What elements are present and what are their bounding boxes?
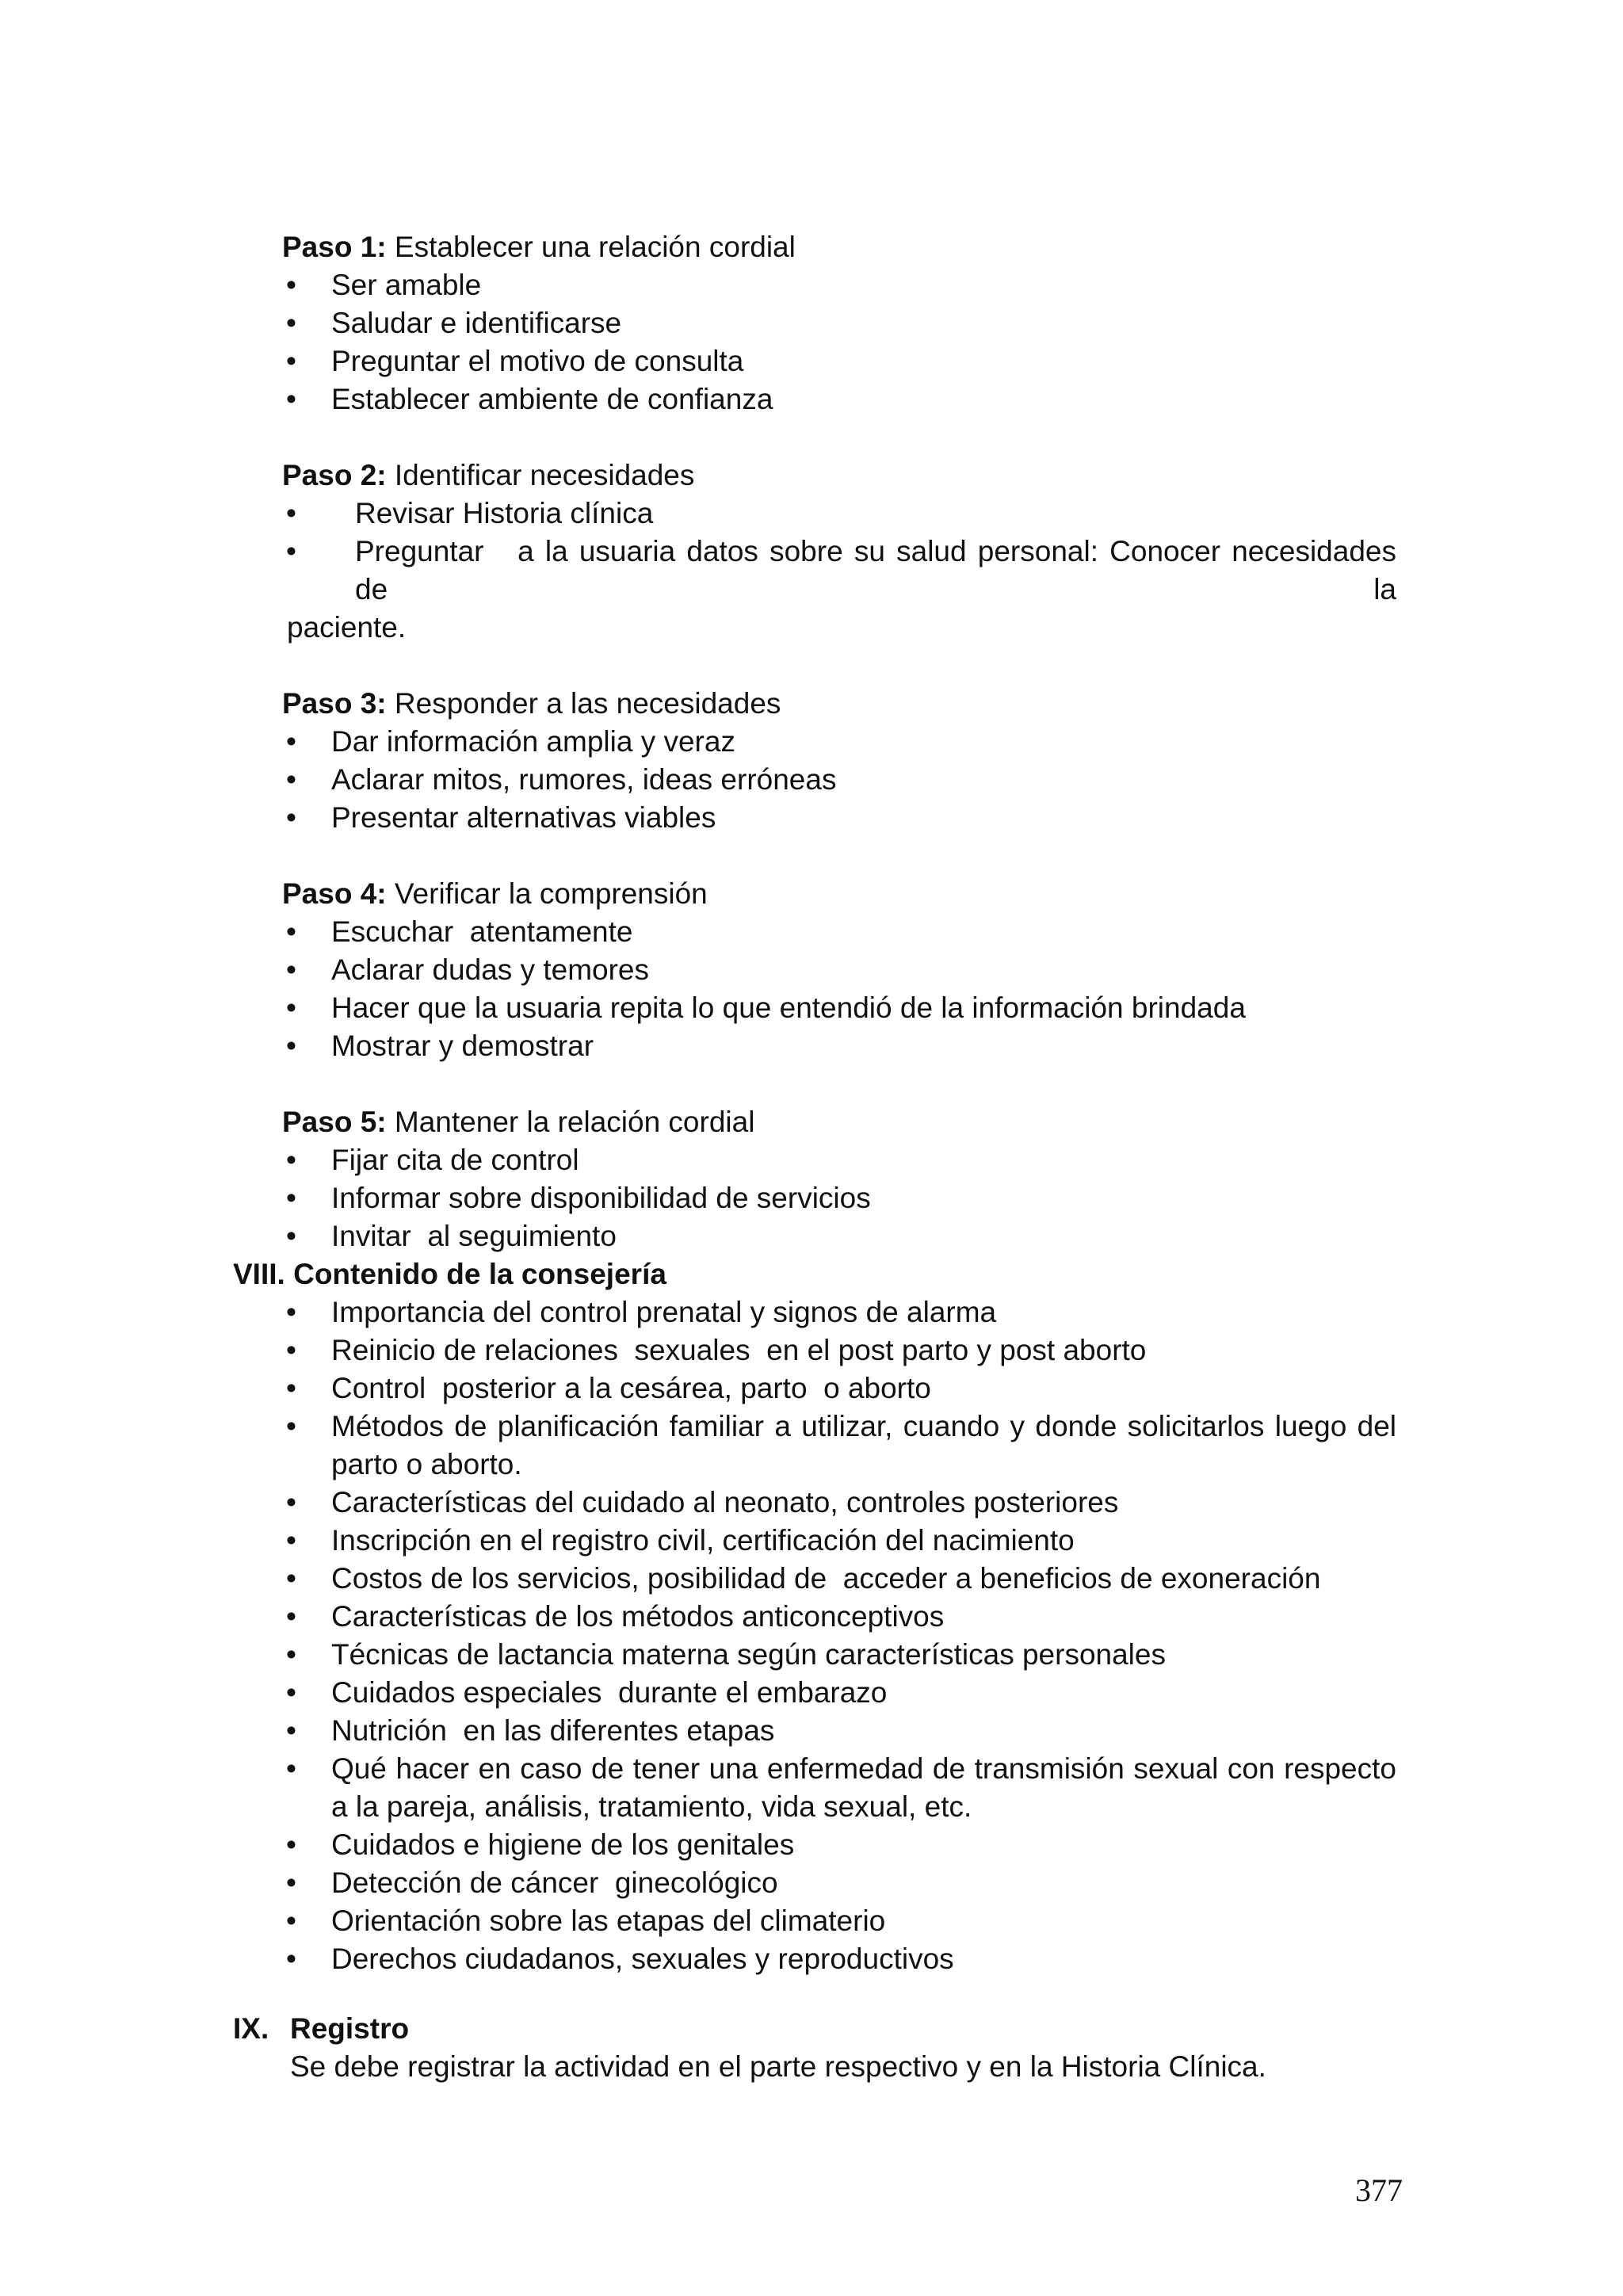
section-ix [233, 2010, 1396, 2086]
section-ix-text: Se debe registrar la actividad en el parte respectivo y en la Historia Clínica. [290, 2050, 1266, 2083]
step-5-label: Paso 5: [282, 1106, 387, 1138]
step-1-text: Establecer una relación cordial [394, 231, 796, 263]
step-1-list [282, 266, 1396, 418]
list-item: • Derechos ciudadanos, sexuales y reproductivos [282, 1940, 1396, 1978]
list-item: • Establecer ambiente de confianza [282, 380, 1396, 418]
list-item: • Importancia del control prenatal y signos de alarma [282, 1293, 1396, 1331]
list-item: • Ser amable [282, 266, 1396, 304]
step-3-label: Paso 3: [282, 687, 387, 720]
list-item: • Hacer que la usuaria repita lo que entendió de la información brindada [282, 989, 1396, 1027]
step-3-list [282, 723, 1396, 837]
step-2 [282, 457, 1405, 647]
list-item: • Cuidados especiales durante el embarazo [282, 1674, 1396, 1712]
list-item: • Invitar al seguimiento [282, 1217, 1396, 1255]
list-item: • Costos de los servicios, posibilidad de acceder a beneficios de exoneración [282, 1560, 1396, 1598]
step-1-label: Paso 1: [282, 231, 387, 263]
list-item: • Características de los métodos anticonceptivos [282, 1598, 1396, 1636]
section-viii-number: VIII. [233, 1258, 285, 1290]
list-item: • Orientación sobre las etapas del climaterio [282, 1902, 1396, 1940]
list-item: • Características del cuidado al neonato, controles posteriores [282, 1484, 1396, 1522]
list-item: • Presentar alternativas viables [282, 799, 1396, 837]
list-item: • Reinicio de relaciones sexuales en el post parto y post aborto [282, 1331, 1396, 1370]
step-5 [282, 1103, 1396, 1255]
section-ix-number: IX. [233, 2012, 269, 2045]
list-item: • Preguntar el motivo de consulta [282, 342, 1396, 380]
list-item: • Inscripción en el registro civil, certificación del nacimiento [282, 1522, 1396, 1560]
list-item: • Preguntar a la usuaria datos sobre su salud personal: Conocer necesidades de la [282, 533, 1396, 609]
page-number: 377 [1355, 2172, 1403, 2208]
list-item: • Cuidados e higiene de los genitales [282, 1826, 1396, 1864]
section-viii-heading [233, 1255, 1396, 1293]
step-2-list [282, 495, 1405, 609]
list-item: • Métodos de planificación familiar a utilizar, cuando y donde solicitarlos luego del parto o aborto. [282, 1408, 1396, 1484]
step-4-text: Verificar la comprensión [394, 877, 708, 910]
section-viii-list [282, 1293, 1396, 1978]
list-item: • Revisar Historia clínica [282, 495, 1396, 533]
section-ix-heading [233, 2010, 1396, 2048]
list-item: • Qué hacer en caso de tener una enfermedad de transmisión sexual con respecto a la pareja, análisis, tratamiento, vida sexual, etc. [282, 1750, 1396, 1826]
list-item: • Control posterior a la cesárea, parto o aborto [282, 1370, 1396, 1408]
step-1 [282, 228, 1396, 418]
step-2-continuation: paciente. [287, 611, 407, 644]
step-4 [282, 875, 1396, 1065]
list-item: • Escuchar atentamente [282, 913, 1396, 951]
step-3 [282, 685, 1396, 837]
step-3-text: Responder a las necesidades [394, 687, 781, 720]
list-item: • Dar información amplia y veraz [282, 723, 1396, 761]
steps-block [282, 228, 1405, 1293]
list-item: • Mostrar y demostrar [282, 1027, 1396, 1065]
list-item: • Técnicas de lactancia materna según características personales [282, 1636, 1396, 1674]
list-item: • Detección de cáncer ginecológico [282, 1864, 1396, 1902]
list-item: • Informar sobre disponibilidad de servicios [282, 1179, 1396, 1217]
step-5-list [282, 1141, 1396, 1255]
list-item: • Fijar cita de control [282, 1141, 1396, 1179]
list-item: • Aclarar dudas y temores [282, 951, 1396, 989]
step-2-label: Paso 2: [282, 459, 387, 491]
step-5-text: Mantener la relación cordial [394, 1106, 755, 1138]
section-viii [233, 1255, 1396, 1978]
list-item: • Aclarar mitos, rumores, ideas erróneas [282, 761, 1396, 799]
step-4-list [282, 913, 1396, 1065]
list-item: • Nutrición en las diferentes etapas [282, 1712, 1396, 1750]
section-viii-title: Contenido de la consejería [293, 1258, 666, 1290]
step-2-text: Identificar necesidades [394, 459, 695, 491]
list-item: • Saludar e identificarse [282, 304, 1396, 342]
section-ix-title: Registro [290, 2012, 410, 2045]
step-4-label: Paso 4: [282, 877, 387, 910]
